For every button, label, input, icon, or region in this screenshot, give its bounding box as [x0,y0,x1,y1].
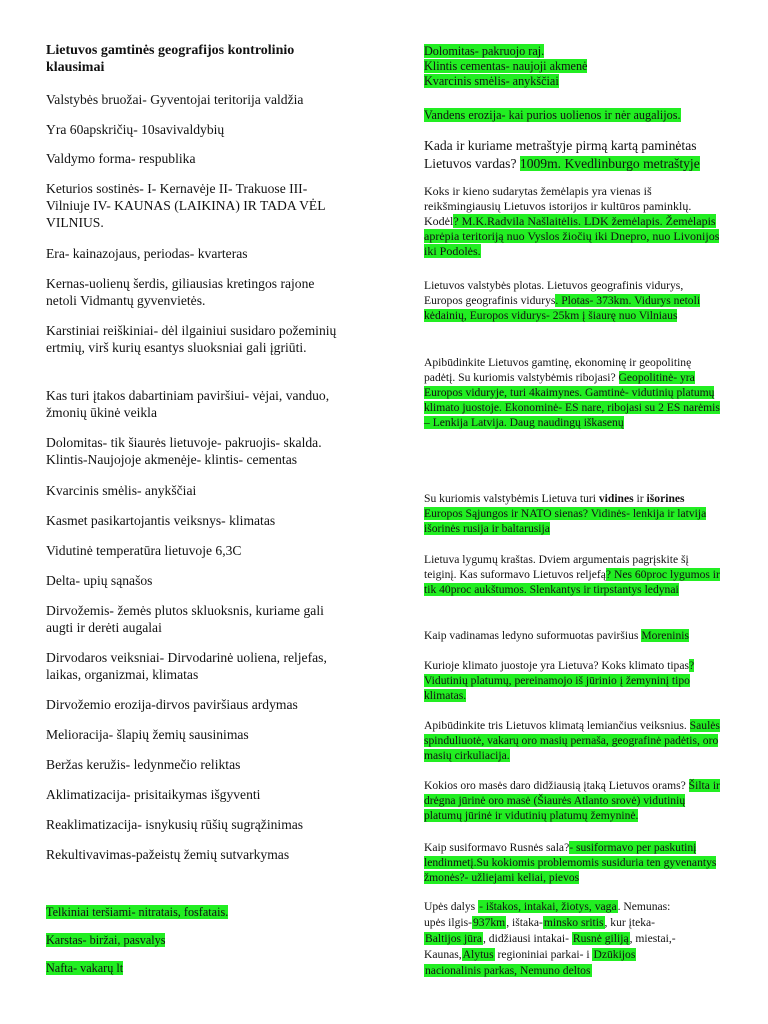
fact-item: Rekultivavimas-pažeistų žemių sutvarkymas [46,847,290,862]
fact-item: Kasmet pasikartojantis veiksnys- klimatas [46,513,276,528]
fact-item: Reaklimatizacija- isnykusių rūšių sugrąžinimas [46,817,304,832]
fact-item: Valstybės bruožai- Gyventojai teritorija valdžia [46,92,304,107]
answer-highlight: nacionalinis parkas, Nemuno deltos [425,964,591,977]
question-text: Su kuriomis valstybėmis Lietuva turi [424,492,599,505]
question-text: Kaip vadinamas ledyno suformuotas paviršius [424,629,642,642]
fact-item: Aklimatizacija- prisitaikymas išgyventi [46,787,261,802]
answer-highlight: Baltijos jūra [425,932,482,945]
fact-item: Dirvodaros veiksniai- Dirvodarinė uoliena, reljefas, laikas, organizmai, klimatas [46,650,327,682]
highlighted-note: Nafta- vakarų lt [46,961,124,975]
question-text: Lietuvos valstybės plotas. Lietuvos geografinis vidurys, Europos geografinis vidurys [424,279,684,307]
question-text: , kur įteka- [604,916,656,929]
fact-item: Kas turi įtakos dabartiniam paviršiui- vėjai, vanduo, žmonių ūkinė veikla [46,388,330,420]
question-text: Upės dalys [424,900,479,913]
answer-highlight: ? Vidutinių platumų, pereinamojo iš jūrinio į žemyninį tipo klimatas. [424,659,695,702]
fact-item: Beržas keružis- ledynmečio reliktas [46,757,241,772]
fact-item: Dirvožemis- žemės plutos skluoksnis, kuriame gali augti ir derėti augalai [46,603,324,635]
highlighted-note: Telkiniai teršiami- nitratais, fosfatais. [46,905,229,919]
question-text: ir [633,492,647,505]
question-text: Kada ir kuriame metraštyje pirmą kartą paminėtas Lietuvos vardas? [424,138,697,171]
answer-highlight: Šilta ir drėgna jūrinė oro masė (Šiaurės Atlanto srovė) vidutinių platumų jūrinė ir vidutinių platumų žemyninė. [424,779,720,822]
question-text: Apibūdinkite Lietuvos gamtinę, ekonominę ir geopolitinę padėtį. Su kuriomis valstybėmis ribojasi? [424,356,692,384]
answer-highlight: 937km [472,916,506,929]
answer-highlight: ? M.K.Radvila Našlaitėlis. LDK žemėlapis. Žemėlapis aprėpia teritoriją nuo Vyslos žiočių iki Dnepro, nuo Livonijos iki Podolės. [424,214,720,258]
page-title: Lietuvos gamtinės geografijos kontrolinio klausimai [46,43,295,75]
answer-highlight: ? Nes 60proc lygumos ir tik 40proc aukštumos. Slenkantys ir tirpstantys ledynai [424,568,720,596]
bold-term: išorines [646,492,685,505]
fact-item: Yra 60apskričių- 10savivaldybių [46,122,225,137]
question-text: , didžiausi intakai- [483,932,572,945]
answer-highlight: . Plotas- 373km. Vidurys netoli kėdainių, Europos vidurys- 25km į šiaurę nuo Vilniaus [424,294,701,322]
answer-highlight: Moreninis [641,629,690,642]
answer-highlight: Geopolitinė- yra Europos viduryje, turi 4kaimynes. Gamtinė- vidutinių platumų klimato juostoje. Ekonominė- ES nare, ribojasi su 2 ES narėmis – Lenkija Latvija. Daug naudingų iškasenų [424,371,720,429]
question-6 [424,552,724,597]
highlighted-note: Vandens erozija- kai purios uolienos ir nėr augalijos. [424,108,681,122]
question-8 [424,658,724,703]
question-text: Kurioje klimato juostoje yra Lietuva? Koks klimato tipas [424,659,689,672]
question-text: , miestai,- [629,932,676,945]
fact-item: Valdymo forma- respublika [46,151,196,166]
answer-highlight: Alytus [462,948,494,961]
question-text: Apibūdinkite tris Lietuvos klimatą lemiančius veiksnius. [424,719,687,732]
question-text: upės ilgis- [424,916,472,929]
answer-highlight: Saulės spinduliuotė, vakarų oro masių pernaša, geografinė padėtis, oro masių cirkuliacija. [424,719,720,762]
answer-highlight: minsko sritis [543,916,604,929]
highlighted-note: Karstas- biržai, pasvalys [46,933,166,947]
fact-item: Melioracija- šlapių žemių sausinimas [46,727,249,742]
question-11 [424,840,724,885]
question-9 [424,718,724,763]
question-text: Kaip susiformavo Rusnės sala? [424,841,570,854]
bold-term: vidines [598,492,634,505]
answer-highlight: - ištakos, intakai, žiotys, vaga [479,900,617,913]
question-10 [424,778,724,823]
fact-item: Dolomitas- tik šiaurės lietuvoje- pakruojis- skalda. Klintis-Naujojoje akmenėje- klintis- cementas [46,435,322,467]
fact-item: Kvarcinis smėlis- anykščiai [46,483,197,498]
question-3 [424,278,724,323]
fact-item: Kernas-uolienų šerdis, giliausias kretingos rajone netoli Vidmantų gyvenvietės. [46,276,315,308]
fact-item: Delta- upių sąnašos [46,573,153,588]
answer-highlight: 1009m. Kvedlinburgo metraštyje [519,156,700,171]
question-text: Kaunas, [424,948,462,961]
question-7 [424,628,724,643]
question-text: , ištaka- [506,916,543,929]
fact-item: Dirvožemio erozija-dirvos paviršiaus ardymas [46,697,298,712]
fact-item: Karstiniai reiškiniai- dėl ilgainiui susidaro požeminių ertmių, virš kurių esantys sluoksniai gali įgriūti. [46,323,337,355]
answer-highlight: Rusnė giliją [572,932,629,945]
highlighted-note: Kvarcinis smėlis- anykščiai [424,74,559,88]
question-4 [424,355,724,430]
highlighted-note: Dolomitas- pakruojo raj. [424,44,545,58]
question-5 [424,491,724,536]
answer-highlight: - susiformavo per paskutinį lendinmetį.Su kokiomis problemomis susiduria ten gyvenantys žmonės?- užliejami keliai, pievos [424,841,717,884]
question-text: . Nemunas: [617,900,671,913]
question-1 [424,137,724,173]
fact-item: Vidutinė temperatūra lietuvoje 6,3C [46,543,242,558]
answer-highlight: Dzūkijos [593,948,636,961]
question-text: regioniniai parkai- i [494,948,593,961]
question-text: Lietuva lygumų kraštas. Dviem argumentais pagrįskite šį teiginį. Kas suformavo Lietuvos reljefą [424,553,689,581]
question-text: Kokios oro masės daro didžiausią įtaką Lietuvos orams? [424,779,686,792]
fact-item: Era- kainazojaus, periodas- kvarteras [46,246,248,261]
answer-highlight: Europos Sąjungos ir NATO sienas? Vidinės- lenkija ir latvija išorinės rusija ir baltarusija [424,507,707,535]
highlighted-note: Klintis cementas- naujoji akmenė [424,59,588,73]
question-text: Koks ir kieno sudarytas žemėlapis yra vienas iš reikšmingiausių Lietuvos istorijos ir kultūros paminklų. Kodėl [424,184,692,228]
fact-item: Keturios sostinės- I- Kernavėje II- Trakuose III- Vilniuje IV- KAUNAS (LAIKINA) IR TADA VĖL VILNIUS. [46,181,326,230]
question-2 [424,184,724,259]
question-12 [424,899,724,979]
